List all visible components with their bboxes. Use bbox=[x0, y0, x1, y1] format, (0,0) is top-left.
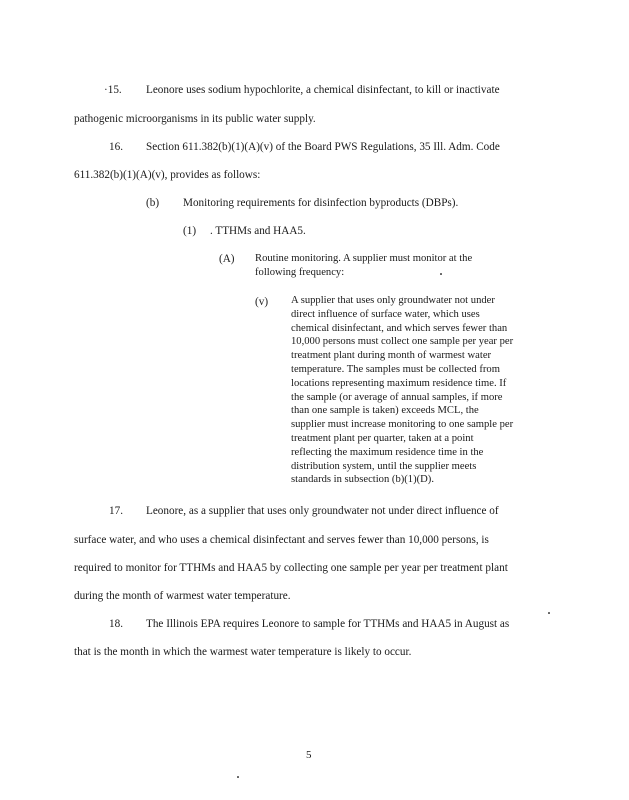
subsection-text-line: reflecting the maximum residence time in the bbox=[291, 446, 484, 458]
subsection-text-line: treatment plant during month of warmest water bbox=[291, 350, 492, 362]
subsection-text-line: standards in subsection (b)(1)(D). bbox=[291, 474, 434, 486]
subsection-text-line: direct influence of surface water, which uses bbox=[291, 308, 480, 320]
paragraph-number: 16. bbox=[109, 141, 123, 153]
subsection-text-line: chemical disinfectant, and which serves fewer than bbox=[291, 322, 508, 334]
subsection-text-line: Routine monitoring. A supplier must monitor at the bbox=[255, 253, 473, 264]
paragraph-line: Leonore uses sodium hypochlorite, a chemical disinfectant, to kill or inactivate bbox=[146, 84, 500, 96]
subsection-text-line: distribution system, until the supplier meets bbox=[291, 460, 477, 472]
subsection-label: (1) bbox=[183, 225, 197, 237]
subsection-text-line: A supplier that uses only groundwater not under bbox=[291, 295, 495, 306]
subsection-text-line: 10,000 persons must collect one sample per year per bbox=[291, 336, 514, 348]
paragraph-line: during the month of warmest water temperature. bbox=[74, 590, 291, 602]
subsection-text-line: than one sample is taken) exceeds MCL, the bbox=[291, 405, 479, 417]
subsection-label: (b) bbox=[146, 197, 160, 209]
paragraph-line: that is the month in which the warmest water temperature is likely to occur. bbox=[74, 646, 412, 658]
scan-speck bbox=[440, 273, 442, 275]
paragraph-line: surface water, and who uses a chemical disinfectant and serves fewer than 10,000 persons, is bbox=[74, 534, 489, 546]
subsection-label: (v) bbox=[255, 296, 269, 308]
page-number: 5 bbox=[306, 749, 312, 761]
subsection-text-block bbox=[255, 252, 472, 280]
paragraph-line: pathogenic microorganisms in its public water supply. bbox=[74, 113, 316, 125]
subsection-text: . TTHMs and HAA5. bbox=[210, 225, 306, 237]
subsection-text-line: temperature. The samples must be collected from bbox=[291, 363, 500, 375]
paragraph-number: ·15. bbox=[104, 84, 122, 96]
paragraph-line: 611.382(b)(1)(A)(v), provides as follows: bbox=[74, 169, 261, 181]
subsection-text-line: supplier must increase monitoring to one sample per bbox=[291, 419, 514, 431]
subsection-text-block bbox=[291, 294, 513, 487]
paragraph-line: Leonore, as a supplier that uses only groundwater not under direct influence of bbox=[146, 505, 499, 517]
paragraph-number: 17. bbox=[109, 505, 123, 517]
paragraph-line: The Illinois EPA requires Leonore to sample for TTHMs and HAA5 in August as bbox=[146, 618, 510, 630]
scan-speck bbox=[548, 612, 550, 614]
paragraph-line: required to monitor for TTHMs and HAA5 by collecting one sample per year per treatment plant bbox=[74, 562, 508, 574]
paragraph-line: Section 611.382(b)(1)(A)(v) of the Board PWS Regulations, 35 Ill. Adm. Code bbox=[146, 141, 500, 153]
scan-speck bbox=[237, 776, 239, 778]
subsection-text-line: locations representing maximum residence time. If bbox=[291, 377, 507, 389]
subsection-label: (A) bbox=[219, 253, 235, 265]
subsection-text-line: the sample (or average of annual samples, if more bbox=[291, 391, 503, 403]
paragraph-number: 18. bbox=[109, 618, 123, 630]
subsection-text-line: treatment plant per quarter, taken at a point bbox=[291, 432, 474, 444]
subsection-text-line: following frequency: bbox=[255, 266, 345, 278]
subsection-text: Monitoring requirements for disinfection byproducts (DBPs). bbox=[183, 197, 459, 209]
